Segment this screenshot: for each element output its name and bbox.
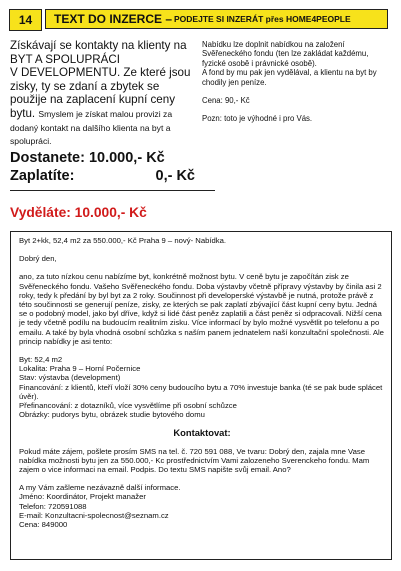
ad-greeting: Dobrý den,: [19, 254, 57, 264]
footer-phone: Telefon: 720591088: [19, 501, 87, 511]
vydelate-amount: Vyděláte: 10.000,- Kč: [10, 205, 147, 220]
intro-line: Získávají se kontakty na klienty na: [10, 39, 187, 52]
intro-line-with-note: [10, 107, 200, 148]
intro-line: zisky, ty se zdaní a zbytek se: [10, 79, 160, 93]
footer-name: Jméno: Koordinátor, Projekt manažer: [19, 492, 146, 502]
fund-price: Cena: 90,- Kč: [202, 96, 250, 106]
ad-text-content: [19, 236, 385, 529]
intro-line: BYT A SPOLUPRÁCI: [10, 52, 120, 66]
detail-financing: Financování: z klientů, kteří vloží 30% ceny budoucího bytu a 70% investuje banka (té se pak bude splácet úvěr).: [19, 382, 383, 401]
divider-line: [10, 190, 215, 191]
detail-size: Byt: 52,4 m2: [19, 355, 63, 365]
detail-images: Obrázky: pudorys bytu, obrázek studie bytového domu: [19, 410, 205, 420]
fund-note: Pozn: toto je výhodné i pro Vás.: [202, 114, 313, 124]
right-column: [202, 40, 392, 124]
footer-info: A my Vám zašleme nezávazně další informace.: [19, 483, 181, 493]
footer-price: Cena: 849000: [19, 520, 68, 530]
ad-headline: Byt 2+kk, 52,4 m2 za 550.000,- Kč Praha 9 – nový- Nabídka.: [19, 236, 227, 245]
banner-title: TEXT DO INZERCE –: [54, 12, 173, 26]
banner-subtitle: PODEJTE SI INZERÁT přes HOME4PEOPLE: [174, 14, 351, 24]
intro-text: [10, 39, 200, 148]
ad-body: ano, za tuto nízkou cenu nabízíme byt, konkrétně možnost bytu. V ceně bytu je započítán zisk ze Svěřeneckého fondu. Vašeho Svěřeneckého fondu. Doba výstavby včetně přípravy výstavby by činila asi 2 roky, tedy k předání by byl byt za 2 roky. Součinnost při developerské výstavbě je nutná, protože právě z této součinnosti se generují peníze, zisky, ze kterých se pak zaplatí zbývající část kupní ceny bytu. Jedná se o podobný model, jako byl dříve, když si lidé část peněz zaplatili a část peněz si odpracovali. Nižší cena je tedy včetně podílu na budoucím realitním zisku. Více informací by bylo možné vysvětlit po telefonu a po emailu. A také by byla vhodná osobní schůzka s naším panem jednatelem naší konzultační společnosti. Ale princip nabídky je asi tento:: [19, 272, 384, 346]
fund-offer-text: Nabídku lze doplnit nabídkou na založení Svěřeneckého fondu (ten lze zakládat každému, fyzické osobě i právnické osobě).: [202, 40, 369, 68]
detail-location: Lokalita: Praha 9 – Horní Počernice: [19, 364, 141, 374]
intro-line: bytu.: [10, 106, 36, 120]
footer-email: E-mail: Konzultacni-spolecnost@seznam.cz: [19, 510, 169, 520]
fund-benefit-text: A fond by mu pak jen vydělával, a klientu na byt by chodily jen peníze.: [202, 68, 377, 87]
intro-line: použije na zaplacení kupní ceny: [10, 93, 176, 107]
dostanete-amount: Dostanete: 10.000,- Kč: [10, 150, 165, 166]
contact-heading: Kontaktovat:: [173, 427, 231, 439]
ad-number: 14: [18, 13, 33, 27]
zaplatite-value: 0,- Kč: [155, 168, 195, 184]
intro-small-note: Smyslem je získat malou provizi za dodaný kontakt na dalšího klienta na byt a spolupráci.: [10, 108, 173, 147]
detail-state: Stav: výstavba (development): [19, 373, 121, 383]
contact-text: Pokud máte zájem, pošlete prosím SMS na tel. č. 720 591 088, Ve tvaru: Dobrý den, zajala mne Vase nabídka možnosti bytu jen za 550.000,- Kc prostřednictvím Vami zalozeneho Sverenckeho fondu. Mam zajem o vice informaci na email. Podpis. Do textu SMS napište svůj email. Ano?: [19, 446, 370, 475]
zaplatite-label: Zaplatíte:: [10, 168, 75, 184]
ad-number-badge: [9, 9, 42, 31]
title-banner: [45, 9, 388, 29]
detail-refinancing: Přefinancování: z dotazníků, více vysvětlíme při osobní schůzce: [19, 401, 237, 411]
intro-line: V DEVELOPMENTU. Ze které jsou: [10, 66, 191, 80]
